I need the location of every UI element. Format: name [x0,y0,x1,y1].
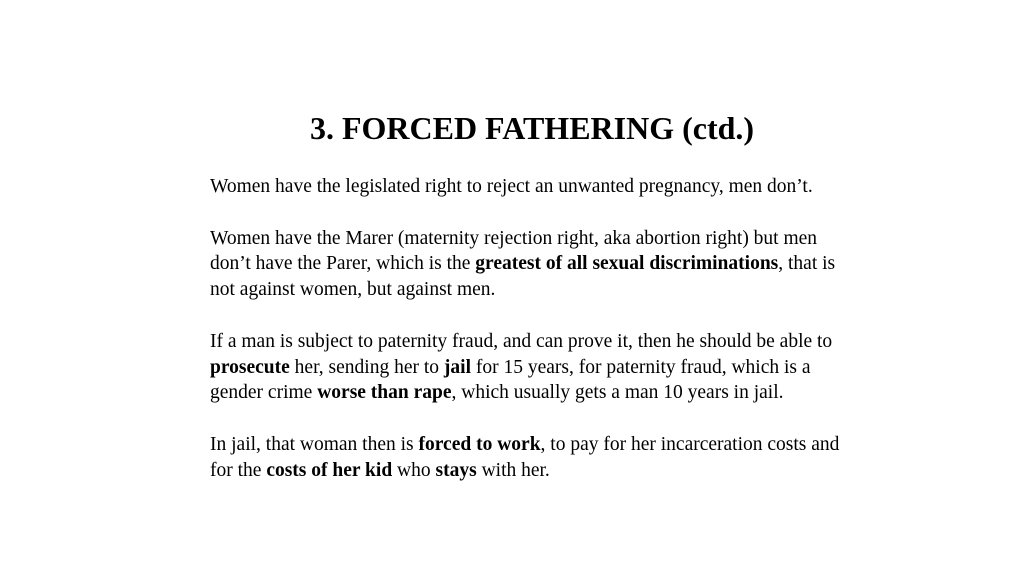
emphasis-greatest-discriminations: greatest of all sexual discriminations [475,253,779,275]
paragraph-3 [210,329,850,406]
paragraph-4-text-2: , to pay for her incarceration costs and for the [210,433,840,481]
emphasis-forced-to-work: forced to work [418,433,541,455]
slide-title: 3. FORCED FATHERING (ctd.) [309,110,755,146]
paragraph-4 [210,432,850,484]
paragraph-4-text-3: who [392,459,436,481]
emphasis-jail: jail [443,356,471,378]
paragraph-4-text: In jail, that woman then is [210,433,419,455]
paragraph-4-text-end: with her. [476,459,550,481]
emphasis-costs-of-her-kid: costs of her kid [266,459,393,481]
paragraph-2-text-end: , that is not against women, but against men. [210,253,836,301]
paragraph-1-text: Women have the legislated right to reject an unwanted pregnancy, men don’t. [210,176,813,197]
paragraph-3-text-2: her, sending her to [289,356,444,378]
emphasis-stays: stays [435,459,477,481]
paragraph-3-text-3: for 15 years, for paternity fraud, which is a gender crime [210,356,811,404]
paragraph-3-text: If a man is subject to paternity fraud, and can prove it, then he should be able to [210,330,833,352]
slide-body [210,174,850,484]
paragraph-2-text: Women have the Marer (maternity rejection right, aka abortion right) but men don’t have the Parer, which is the [210,227,818,275]
emphasis-worse-than-rape: worse than rape [317,382,452,404]
paragraph-2 [210,226,850,303]
emphasis-prosecute: prosecute [210,356,290,378]
paragraph-3-text-end: , which usually gets a man 10 years in jail. [451,382,784,404]
paragraph-1 [210,174,850,200]
